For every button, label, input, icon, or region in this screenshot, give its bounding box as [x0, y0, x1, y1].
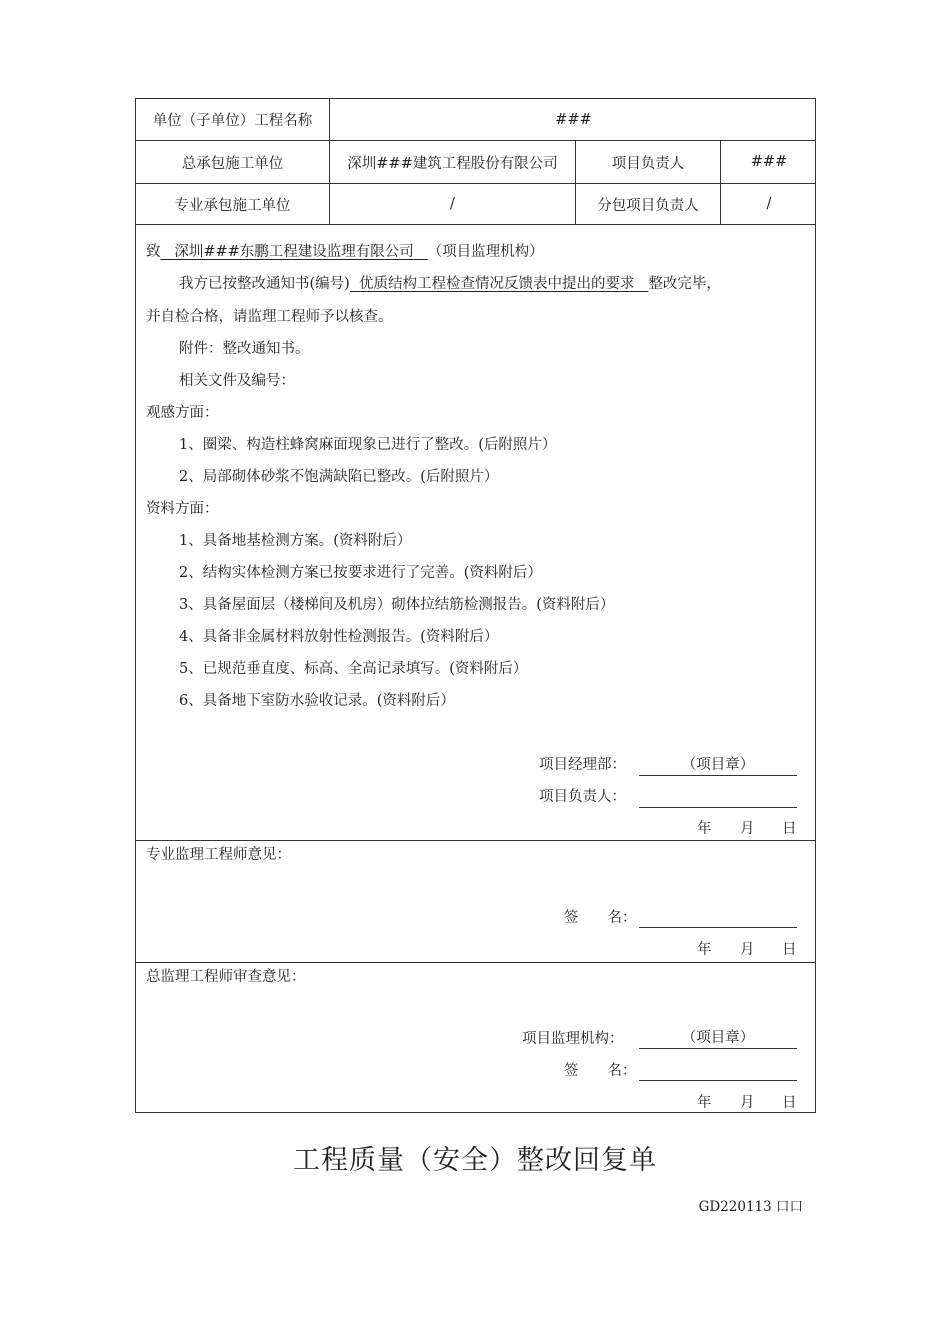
date-year: 年: [697, 1095, 712, 1111]
notice-reference: 优质结构工程检查情况反馈表中提出的要求: [359, 276, 635, 292]
pm-dept-label: 项目经理部：: [539, 757, 626, 773]
engineer-sign-label: 签 名：: [564, 910, 637, 926]
documents-item: 1、具备地基检测方案。(资料附后）: [179, 533, 412, 549]
specialty-contractor-value: /: [450, 196, 455, 212]
pm-lead-signature-line: [639, 787, 797, 808]
addressee-org: 深圳###东鹏工程建设监理有限公司: [174, 244, 414, 260]
supervision-seal-line: （项目章）: [639, 1028, 797, 1049]
project-lead-label: 项目负责人: [611, 155, 685, 172]
date-day: 日: [782, 1095, 797, 1111]
row-divider: [136, 224, 815, 225]
documents-item: 2、结构实体检测方案已按要求进行了完善。(资料附后）: [179, 565, 542, 581]
date-month: 月: [740, 821, 755, 837]
project-lead-value: ###: [750, 154, 788, 170]
documents-item: 4、具备非金属材料放射性检测报告。(资料附后）: [179, 629, 499, 645]
documents-item: 5、已规范垂直度、标高、全高记录填写。(资料附后）: [179, 661, 528, 677]
appearance-item: 2、局部砌体砂浆不饱满缺陷已整改。(后附照片）: [179, 469, 499, 485]
general-contractor-label: 总承包施工单位: [181, 155, 284, 172]
related-docs-line: 相关文件及编号：: [179, 373, 295, 389]
supervision-org-label: 项目监理机构：: [522, 1031, 624, 1047]
sub-lead-value: /: [766, 196, 772, 212]
section-documents-title: 资料方面：: [146, 501, 219, 517]
date-day: 日: [782, 942, 797, 958]
sub-lead-label: 分包项目负责人: [597, 197, 699, 214]
date-day: 日: [782, 821, 797, 837]
addressee-suffix: （项目监理机构）: [427, 244, 544, 260]
pm-dept-seal-line: （项目章）: [639, 755, 797, 776]
engineer-opinion-title: 专业监理工程师意见：: [146, 847, 291, 863]
specialty-contractor-label: 专业承包施工单位: [174, 197, 291, 214]
section-appearance-title: 观感方面：: [146, 405, 219, 421]
document-title: 工程质量（安全）整改回复单: [293, 1145, 657, 1176]
statement-line-1: 我方已按整改通知书(编号) 优质结构工程检查情况反馈表中提出的要求 整改完毕，: [179, 276, 721, 292]
row-divider: [136, 962, 815, 963]
pm-lead-label: 项目负责人：: [539, 789, 626, 805]
engineer-signature-line: [639, 907, 797, 928]
date-month: 月: [740, 1095, 755, 1111]
document-code: GD220113 口口: [698, 1199, 803, 1215]
chief-signature-line: [639, 1060, 797, 1081]
documents-item: 3、具备屋面层（楼梯间及机房）砌体拉结筋检测报告。(资料附后）: [179, 597, 615, 613]
date-year: 年: [697, 942, 712, 958]
form-table: [135, 98, 816, 1113]
statement-line-2: 并自检合格，请监理工程师予以核查。: [146, 309, 393, 325]
project-name-label: 单位（子单位）工程名称: [152, 113, 313, 129]
documents-item: 6、具备地下室防水验收记录。(资料附后）: [179, 693, 455, 709]
addressee-prefix: 致: [146, 244, 161, 260]
attachment-line: 附件：整改通知书。: [179, 341, 310, 357]
appearance-item: 1、圈梁、构造柱蜂窝麻面现象已进行了整改。(后附照片）: [179, 437, 557, 453]
project-name-value: ###: [555, 111, 592, 128]
chief-sign-label: 签 名：: [564, 1063, 637, 1079]
chief-opinion-title: 总监理工程师审查意见：: [146, 969, 306, 985]
row-divider: [136, 840, 815, 841]
general-contractor-value: 深圳###建筑工程股份有限公司: [347, 155, 558, 172]
date-year: 年: [697, 821, 712, 837]
date-month: 月: [740, 942, 755, 958]
addressee-line: [146, 242, 544, 262]
